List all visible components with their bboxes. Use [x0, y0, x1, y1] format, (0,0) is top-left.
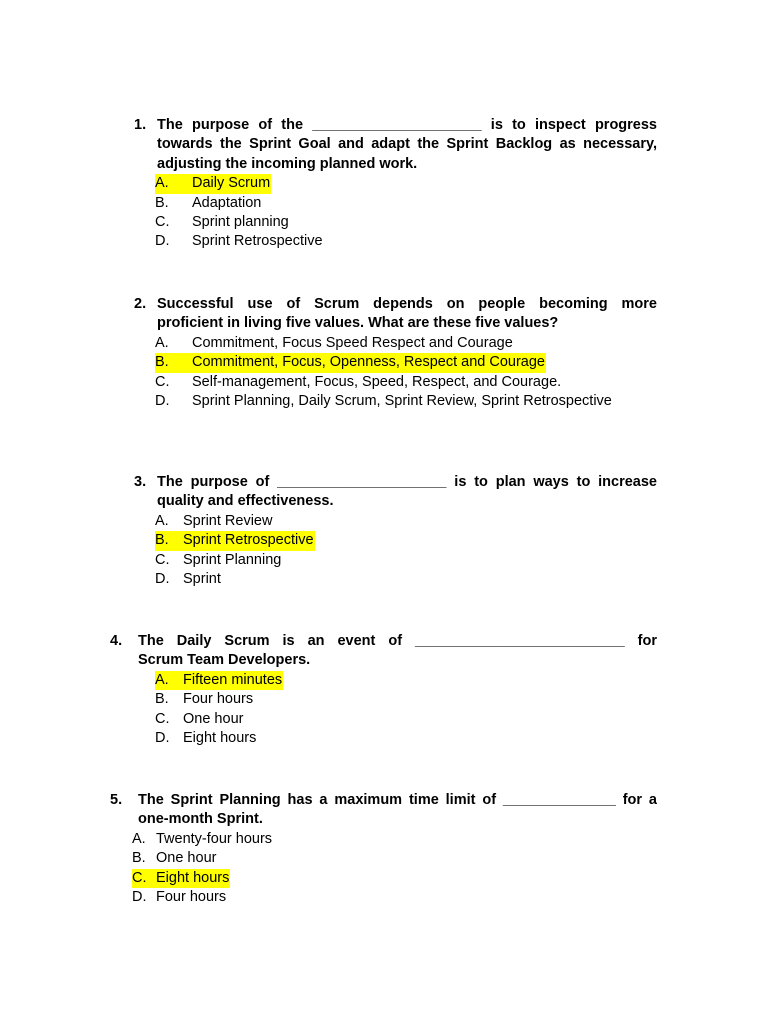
- question-line: The Daily Scrum is an event of __________________________ for: [138, 633, 657, 649]
- option-text: Adaptation: [192, 194, 262, 211]
- option-letter: C.: [155, 373, 170, 390]
- question-number: 2.: [134, 296, 147, 312]
- option-letter: B.: [155, 194, 169, 211]
- question-2: [0, 295, 768, 415]
- answer-option[interactable]: [155, 334, 514, 353]
- option-text: One hour: [156, 850, 217, 867]
- option-letter: B.: [155, 532, 169, 549]
- question-3: [0, 473, 768, 593]
- answer-option[interactable]: [155, 512, 273, 531]
- option-text: Sprint Retrospective: [183, 532, 314, 549]
- option-letter: A.: [155, 671, 169, 688]
- question-text: [157, 116, 657, 174]
- question-number: 3.: [134, 474, 147, 490]
- question-line: adjusting the incoming planned work.: [157, 155, 418, 172]
- option-letter: D.: [155, 571, 170, 587]
- question-line: quality and effectiveness.: [157, 493, 334, 510]
- option-text: Sprint Review: [183, 512, 273, 529]
- option-text: Eight hours: [183, 730, 257, 746]
- answer-option[interactable]: [155, 710, 244, 729]
- option-letter: B.: [155, 691, 169, 708]
- option-letter: C.: [155, 214, 170, 230]
- option-letter: A.: [155, 334, 169, 351]
- option-text: Four hours: [183, 691, 254, 708]
- option-letter: D.: [155, 730, 170, 746]
- question-1: [0, 116, 768, 256]
- option-text: Commitment, Focus Speed Respect and Courage: [192, 334, 513, 351]
- option-text: Sprint Planning, Daily Scrum, Sprint Review, Sprint Retrospective: [192, 393, 612, 409]
- option-letter: C.: [155, 710, 170, 727]
- answer-option[interactable]: [155, 213, 290, 232]
- option-text: Sprint: [183, 571, 221, 587]
- answer-option[interactable]: [155, 392, 613, 411]
- option-letter: A.: [155, 175, 169, 192]
- question-text: [157, 295, 657, 334]
- answer-option[interactable]: [155, 690, 254, 709]
- option-text: Eight hours: [156, 869, 230, 886]
- option-letter: A.: [132, 830, 146, 847]
- option-text: Sprint planning: [192, 214, 289, 230]
- question-number: 5.: [110, 792, 123, 808]
- answer-option[interactable]: [155, 353, 546, 372]
- answer-option[interactable]: [132, 888, 227, 907]
- option-text: One hour: [183, 710, 244, 727]
- option-text: Sprint Planning: [183, 551, 282, 568]
- question-line: The purpose of the _____________________ is to inspect progress: [157, 117, 657, 133]
- answer-option[interactable]: [155, 531, 315, 550]
- question-line: Scrum Team Developers.: [138, 652, 311, 669]
- answer-option[interactable]: [155, 174, 271, 193]
- question-text: [138, 632, 657, 671]
- question-5: [0, 791, 768, 911]
- answer-option[interactable]: [155, 570, 222, 589]
- question-number: 4.: [110, 633, 123, 649]
- option-letter: D.: [132, 889, 147, 905]
- option-text: Daily Scrum: [192, 175, 271, 192]
- question-line: Successful use of Scrum depends on people becoming more: [157, 296, 657, 312]
- option-letter: A.: [155, 512, 169, 529]
- option-text: Fifteen minutes: [183, 671, 283, 688]
- answer-option[interactable]: [132, 849, 217, 868]
- answer-option[interactable]: [132, 830, 273, 849]
- question-4: [0, 632, 768, 752]
- option-text: Self-management, Focus, Speed, Respect, and Courage.: [192, 373, 562, 390]
- option-letter: C.: [132, 869, 147, 886]
- question-line: The Sprint Planning has a maximum time limit of ______________ for a: [138, 792, 657, 808]
- option-text: Commitment, Focus, Openness, Respect and Courage: [192, 354, 545, 371]
- answer-option[interactable]: [132, 869, 230, 888]
- question-line: proficient in living five values. What are these five values?: [157, 315, 559, 332]
- answer-option[interactable]: [155, 232, 324, 251]
- option-letter: D.: [155, 393, 170, 409]
- option-letter: B.: [132, 850, 146, 867]
- question-text: [138, 791, 657, 830]
- question-line: The purpose of _____________________ is to plan ways to increase: [157, 474, 657, 490]
- option-text: Four hours: [156, 889, 227, 905]
- option-letter: C.: [155, 551, 170, 568]
- answer-option[interactable]: [155, 671, 283, 690]
- answer-option[interactable]: [155, 729, 257, 748]
- question-line: towards the Sprint Goal and adapt the Sprint Backlog as necessary,: [157, 136, 657, 153]
- answer-option[interactable]: [155, 551, 282, 570]
- option-letter: D.: [155, 233, 170, 250]
- option-text: Sprint Retrospective: [192, 233, 323, 250]
- question-line: one-month Sprint.: [138, 811, 263, 828]
- question-number: 1.: [134, 117, 147, 133]
- answer-option[interactable]: [155, 373, 562, 392]
- option-letter: B.: [155, 354, 169, 371]
- question-text: [157, 473, 657, 512]
- answer-option[interactable]: [155, 194, 262, 213]
- option-text: Twenty-four hours: [156, 830, 273, 847]
